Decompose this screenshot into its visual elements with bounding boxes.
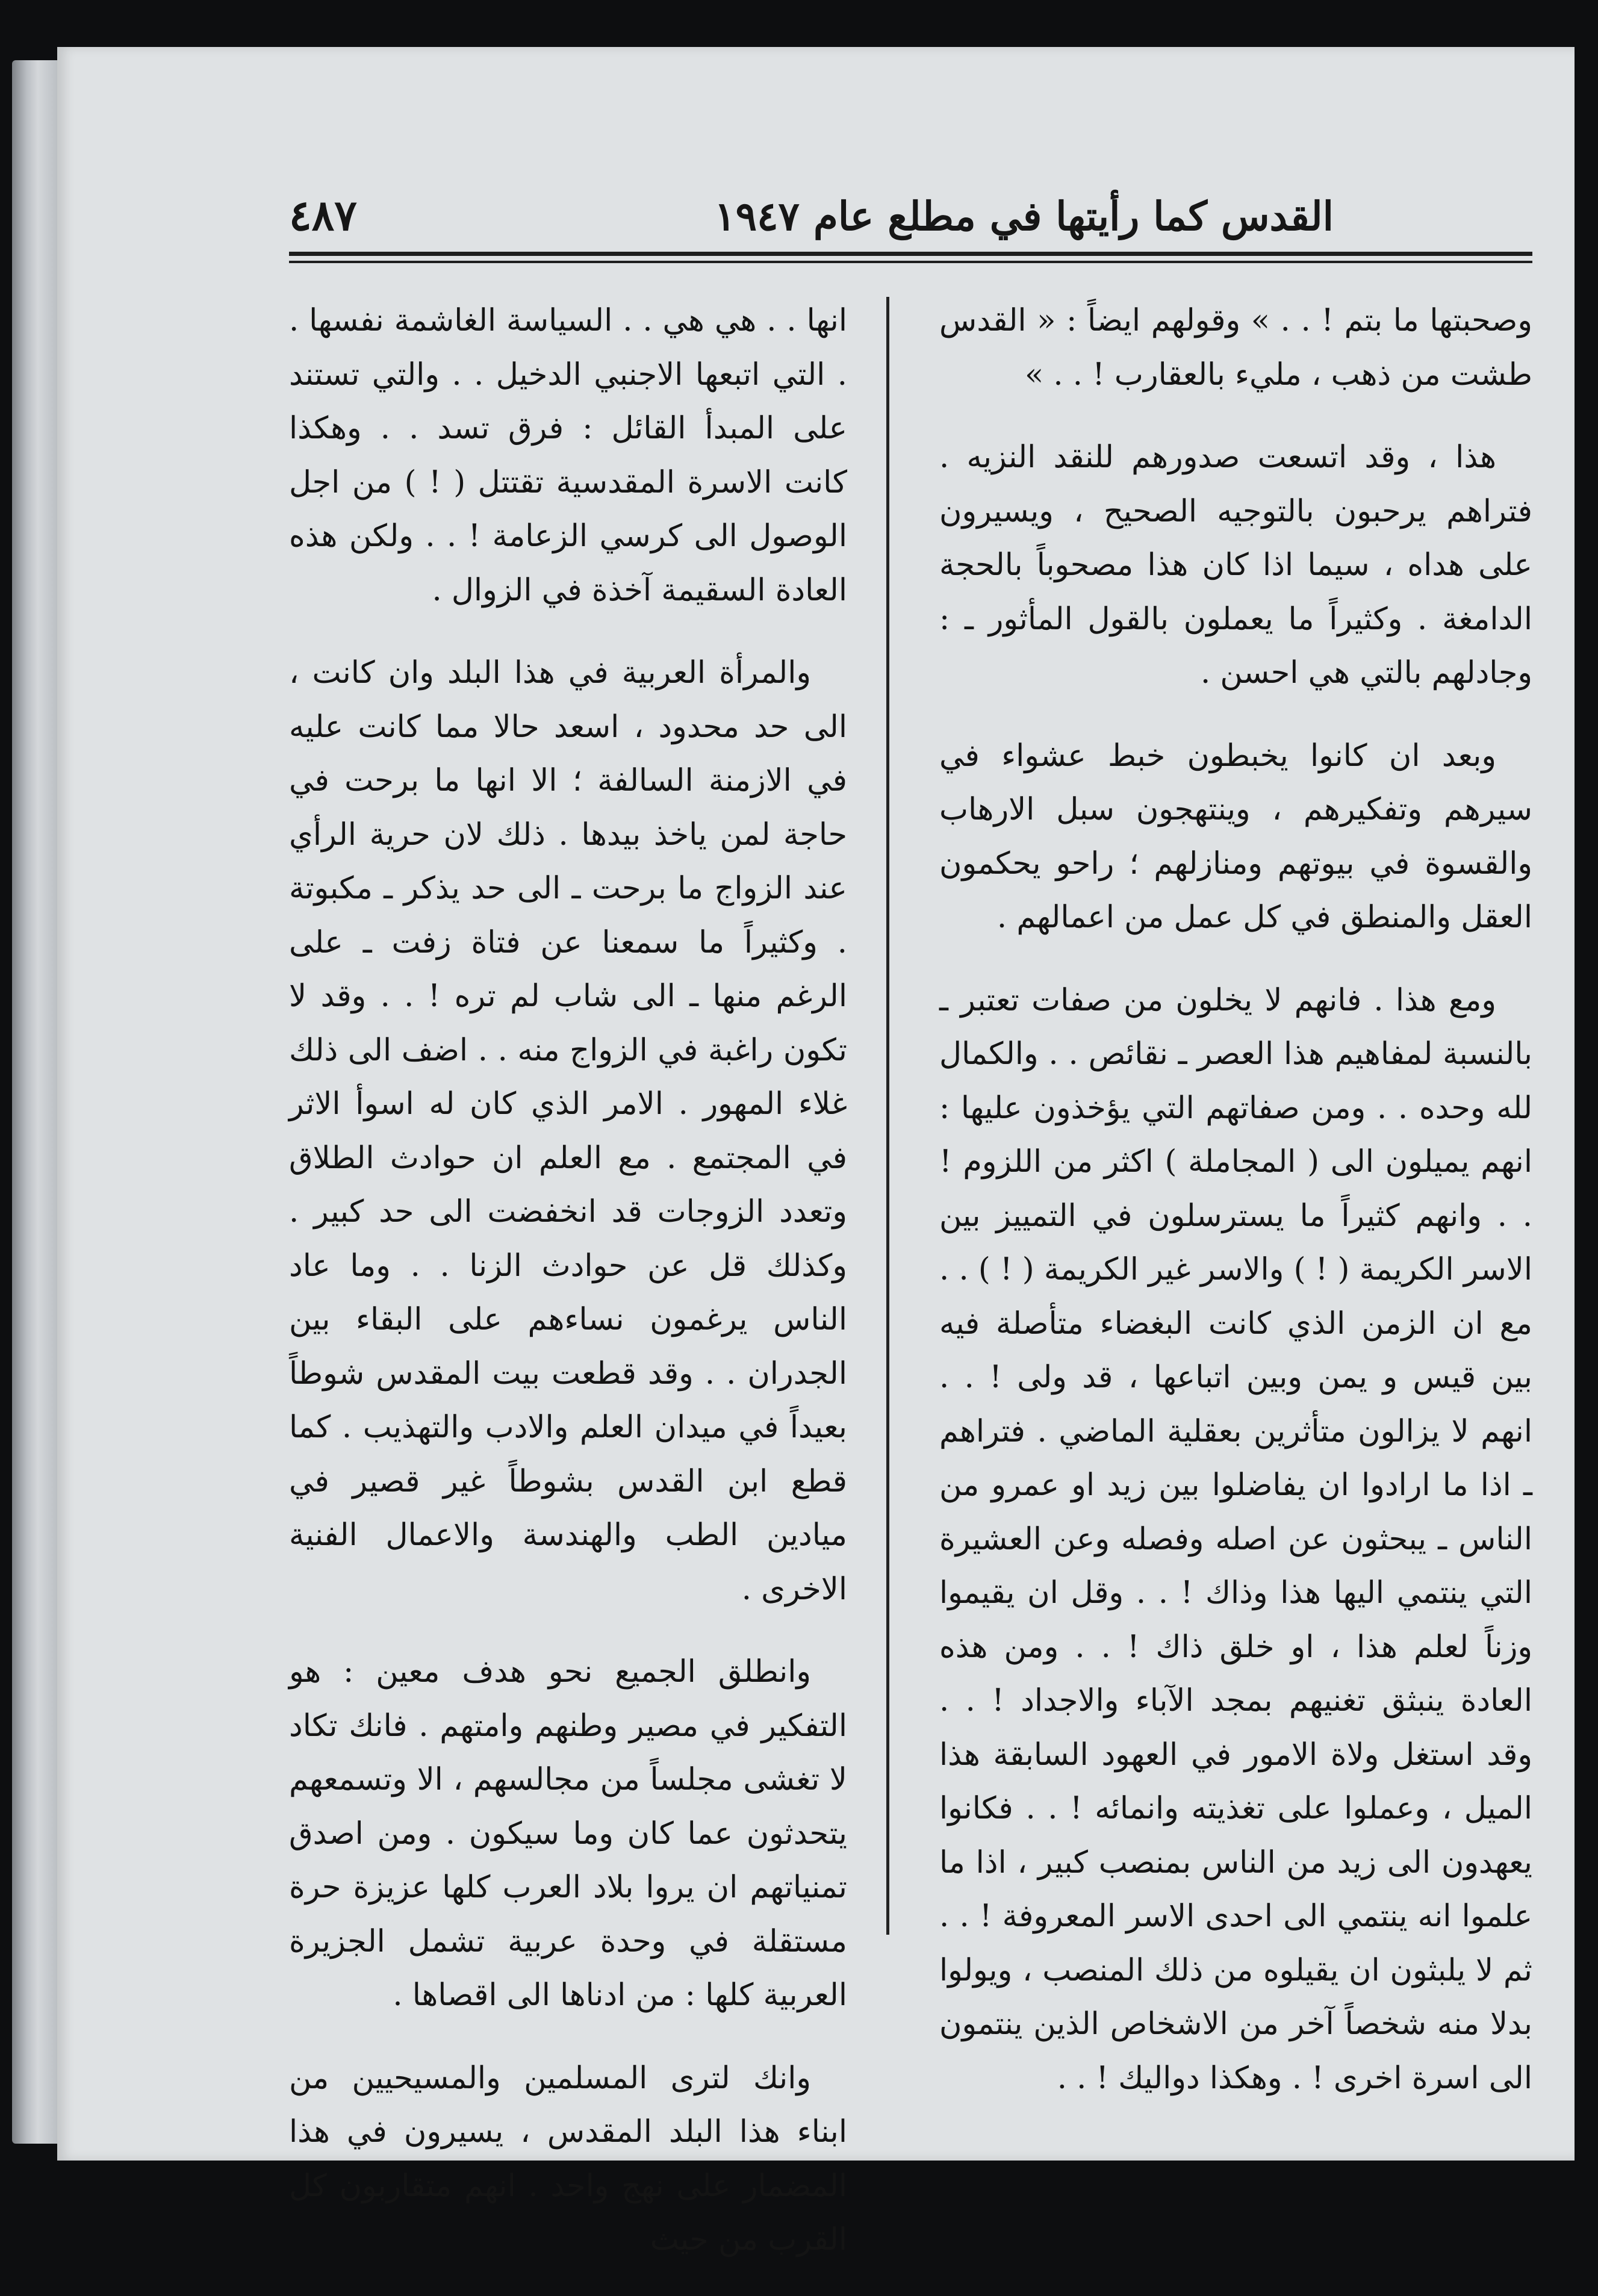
paragraph: ومع هذا . فانهم لا يخلون من صفات تعتبر ـ بالنسبة لمفاهيم هذا العصر ـ نقائص . . والكمال لله وحده . . ومن صفاتهم التي يؤخذون عليها : انهم يميلون الى ( المجاملة ) اكثر من اللزوم ! . . وانهم كثيراً ما يسترسلون في التمييز بين الاسر الكريمة ( ! ) والاسر غير الكريمة ( ! ) . . مع ان الزمن الذي كانت البغضاء متأصلة فيه بين قيس و يمن وبين اتباعها ، قد ولى ! . . انهم لا يزالون متأثرين بعقلية الماضي . فتراهم ـ اذا ما ارادوا ان يفاضلوا بين زيد او عمرو من الناس ـ يبحثون عن اصله وفصله وعن العشيرة التي ينتمي اليها هذا وذاك ! . . وقل ان يقيموا وزناً لعلم هذا ، او خلق ذاك ! . . ومن هذه العادة ينبثق تغنيهم بمجد الآباء والاجداد ! . . وقد استغل ولاة الامور في العهود السابقة هذا الميل ، وعملوا على تغذيته وانمائه ! . . فكانوا يعهدون الى زيد من الناس بمنصب كبير ، اذا ما علموا انه ينتمي الى احدى الاسر المعروفة ! . . ثم لا يلبثون ان يقيلوه من ذلك المنصب ، ويولوا بدلا منه شخصاً آخر من الاشخاص الذين ينتمون الى اسرة اخرى ! . وهكذا دواليك ! . . [939,982,1532,2096]
paragraph: والمرأة العربية في هذا البلد وان كانت ، الى حد محدود ، اسعد حالا مما كانت عليه في الازمنة السالفة ؛ الا انها ما برحت في حاجة لمن ياخذ بيدها . ذلك لان حرية الرأي عند الزواج ما برحت ـ الى حد يذكر ـ مكبوتة . وكثيراً ما سمعنا عن فتاة زفت ـ على الرغم منها ـ الى شاب لم تره ! . . وقد لا تكون راغبة في الزواج منه . . اضف الى ذلك غلاء المهور . الامر الذي كان له اسوأ الاثر في المجتمع . مع العلم ان حوادث الطلاق وتعدد الزوجات قد انخفضت الى حد كبير . وكذلك قل عن حوادث الزنا . . وما عاد الناس يرغمون نساءهم على البقاء بين الجدران . . وقد قطعت بيت المقدس شوطاً بعيداً في ميدان العلم والادب والتهذيب . كما قطع ابن القدس بشوطاً غير قصير في ميادين الطب والهندسة والاعمال الفنية الاخرى . [289,655,847,1607]
paragraph: وصحبتها ما بتم ! . . » وقولهم ايضاً : « القدس طشت من ذهب ، مليء بالعقارب ! . . » [939,303,1532,393]
left-column [289,294,847,2296]
column-divider [886,297,889,1935]
page-number: ٤٨٧ [289,190,357,240]
paragraph: وبعد ان كانوا يخبطون خبط عشواء في سيرهم وتفكيرهم ، وينتهجون سبل الارهاب والقسوة في بيوتهم ومنازلهم ؛ راحو يحكمون العقل والمنطق في كل عمل من اعمالهم . [939,738,1532,935]
right-column [939,294,1532,2134]
running-header [289,181,1532,248]
paragraph: هذا ، وقد اتسعت صدورهم للنقد النزيه . فتراهم يرحبون بالتوجيه الصحيح ، ويسيرون على هداه ، سيما اذا كان هذا مصحوباً بالحجة الدامغة . وكثيراً ما يعملون بالقول المأثور ـ : وجادلهم بالتي هي احسن . [939,440,1532,691]
paragraph: وانك لترى المسلمين والمسيحيين من ابناء هذا البلد المقدس ، يسيرون في هذا المضمار على نهج واحد . انهم متقاربون كل القرب من حيث [289,2060,847,2257]
paragraph: انها . . هي هي . . السياسة الغاشمة نفسها . . التي اتبعها الاجنبي الدخيل . . والتي تستند على المبدأ القائل : فرق تسد . . وهكذا كانت الاسرة المقدسية تقتتل ( ! ) من اجل الوصول الى كرسي الزعامة ! . . ولكن هذه العادة السقيمة آخذة في الزوال . [289,303,847,608]
page-title: القدس كما رأيتها في مطلع عام ١٩٤٧ [714,193,1334,240]
header-rule-thick [289,252,1532,256]
paragraph: وانطلق الجميع نحو هدف معين : هو التفكير في مصير وطنهم وامتهم . فانك تكاد لا تغشى مجلساً من مجالسهم ، الا وتسمعهم يتحدثون عما كان وما سيكون . ومن اصدق تمنياتهم ان يروا بلاد العرب كلها عزيزة حرة مستقلة في وحدة عربية تشمل الجزيرة العربية كلها : من ادناها الى اقصاها . [289,1654,847,2013]
header-rule-thin [289,261,1532,263]
